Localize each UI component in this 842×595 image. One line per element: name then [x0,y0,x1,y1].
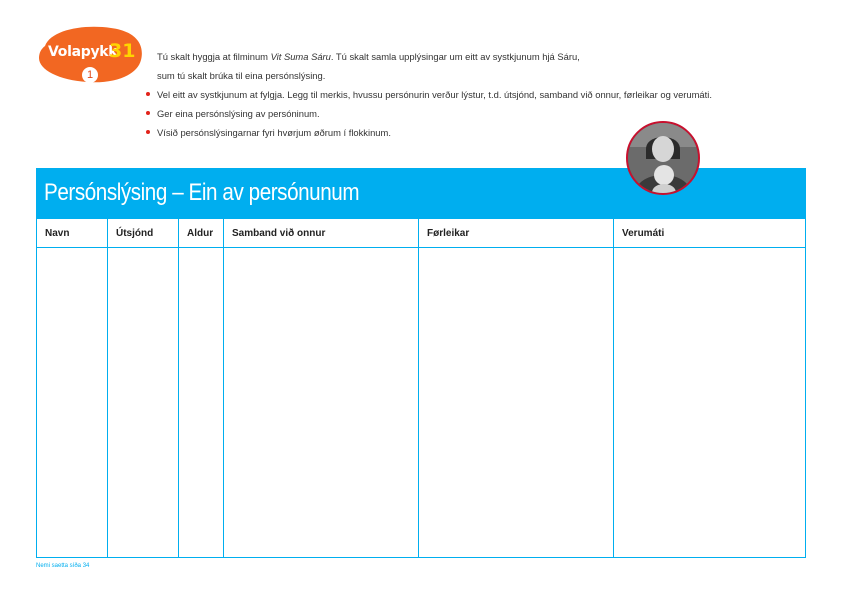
column-samband[interactable] [223,219,419,557]
task-list [157,85,797,142]
bullet-icon [146,92,150,96]
column-header: Aldur [187,228,214,239]
bullet-icon [146,130,150,134]
column-aldur[interactable] [178,219,224,557]
bullet-icon [146,111,150,115]
instruction-text: . Tú skalt samla upplýsingar um eitt av systkjunum hjá Sáru, [330,51,580,62]
photo-image [628,123,698,193]
column-utsjond[interactable] [107,219,179,557]
task-text: Vel eitt av systkjunum at fylgja. Legg til merkis, hvussu persónurin verður lýstur, t.d. útsjónd, samband við onnur, førleikar og verumáti. [157,89,712,100]
film-title: Vit Suma Sáru [270,51,331,62]
instruction-line-2: sum tú skalt brúka til eina persónslýsing. [157,70,326,81]
description-table [36,218,806,558]
instruction-text: Tú skalt hyggja at filminum [157,51,271,62]
task-item [157,104,797,123]
section-title: Persónslýsing – Ein av persónunum [44,179,360,206]
column-verumati[interactable] [613,219,806,557]
task-text: Vísið persónslýsingarnar fyri hvørjum øðrum í flokkinum. [157,127,391,138]
column-forleikar[interactable] [418,219,614,557]
task-item [157,85,797,104]
task-item [157,123,797,142]
logo-name: Volapykk [48,44,118,60]
instructions [157,47,797,142]
instruction-line-1 [157,47,797,66]
column-header: Samband við onnur [232,228,326,239]
logo-number: 31 [109,40,136,62]
column-header: Førleikar [427,228,470,239]
task-text: Ger eina persónslýsing av persóninum. [157,108,320,119]
logo-page-number: 1 [82,67,98,83]
page-footer: Nemi saetta síða 34 [36,563,90,569]
character-photo [626,121,700,195]
column-header: Útsjónd [116,228,154,239]
column-header: Navn [45,228,70,239]
column-navn[interactable] [37,219,107,557]
column-header: Verumáti [622,228,665,239]
